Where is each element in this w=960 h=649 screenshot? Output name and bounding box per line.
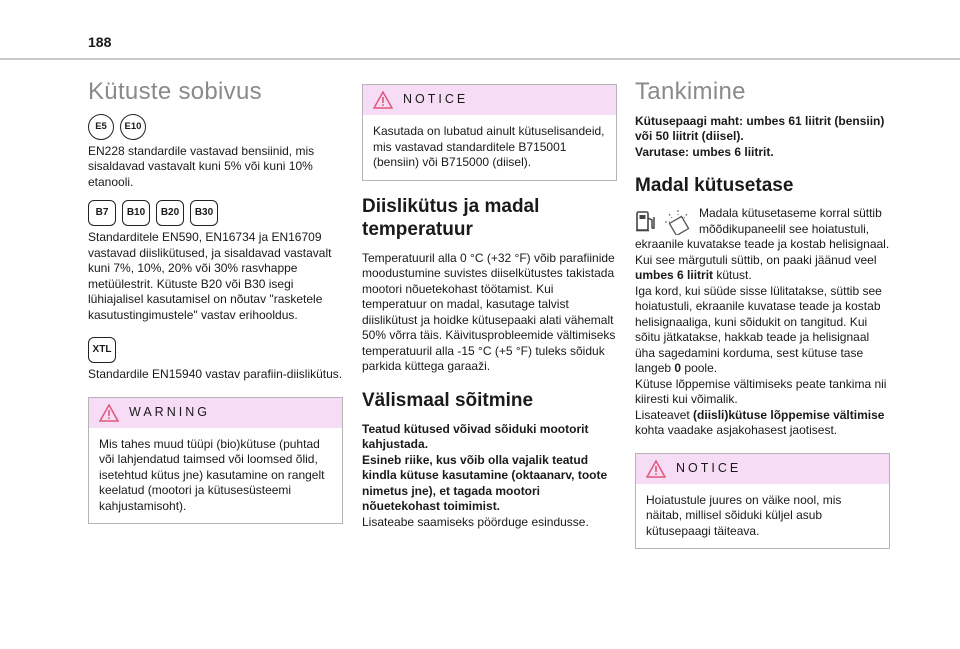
diesel-description: Standarditele EN590, EN16734 ja EN16709 vastavad diislikütused, ja sisaldavad vastavalt kuni 7%, 10%, 20% või 30% rasvhappe metüülestrit. Kütuste B20 või B30 isegi lühiajalisel kasutamisel on nõutav "rasketele kasutustingimustele" vastav erihooldus. (88, 230, 332, 322)
column-diesel (362, 84, 617, 530)
warning-header (89, 398, 342, 428)
abroad-bold-text-2: Esineb riike, kus võib olla vajalik teatud kindla kütuse kasutamine (oktaanarv, toote nimetus jne), et tagada mootori nõuetekohast toimimist. (362, 452, 608, 513)
notice-header (363, 85, 616, 115)
column-fuel-compatibility (88, 78, 343, 524)
page-number: 188 (88, 34, 112, 50)
warning-triangle-icon (99, 404, 119, 422)
petrol-description: EN228 standardile vastavad bensiinid, mis sisaldavad vastavalt kuni 5% või kuni 10% etanooli. (88, 143, 315, 189)
warning-label: WARNING (129, 404, 210, 419)
low-fuel-text-2: Iga kord, kui süüde sisse lülitatakse, süttib see hoiatustuli, ekraanile kuvatase teade ja kostab helisignaaliga, kuni sõidukit on tangitud. Kui sõitu jätkatakse, hakkab teade ja helisignaal üha sagedamini korduma, sest kütuse tase langeb 0 poole. (635, 283, 882, 375)
notice-text: Kasutada on lubatud ainult kütuselisandeid, mis vastavad standarditele B715001 (bensiin) või B715000 (diisel). (373, 124, 605, 169)
fuel-pump-icon (635, 209, 657, 233)
xtl-badge-icon: XTL (88, 337, 116, 363)
reserve-level: Varutase: umbes 6 liitrit. (635, 144, 774, 159)
notice-box-additives (362, 84, 617, 181)
heading-driving-abroad: Välismaal sõitmine (362, 389, 534, 411)
e10-badge-icon: E10 (120, 114, 146, 140)
low-fuel-row (635, 207, 890, 237)
e5-badge-icon: E5 (88, 114, 114, 140)
notice-triangle-icon (646, 460, 666, 478)
notice-text-2: Hoiatustule juures on väike nool, mis näitab, millisel sõiduki küljel asub kütusepaagi täiteava. (646, 492, 842, 538)
petrol-badges (88, 114, 343, 140)
heading-low-fuel: Madal kütusetase (635, 175, 794, 196)
low-fuel-icon-text: Madala kütusetaseme korral süttib mõõdikupaneelil see hoiatustuli, (699, 206, 882, 236)
fuel-warning-light-icon (663, 209, 693, 235)
xtl-description: Standardile EN15940 vastav parafiin-diislikütus. (88, 367, 343, 381)
notice-box-fuel-flap (635, 453, 890, 550)
warning-text: Mis tahes muud tüüpi (bio)kütuse (puhtad või lahjendatud taimsed või loomsed õlid, isetehtud kütus jne) kasutamine on rangelt keelatud (mootori ja kütusesüsteemi kahjustamisoht). (99, 436, 325, 513)
heading-diesel-low-temp: Diislikütus ja madal temperatuur (362, 195, 540, 240)
tank-capacity: Kütusepaagi maht: umbes 61 liitrit (bensiin) või 50 liitrit (diisel). (635, 113, 885, 143)
low-fuel-text-1: ekraanile kuvatakse teade ja kostab helisignaal. Kui see märgutuli süttib, on paaki jäänud veel umbes 6 liitrit kütust. (635, 237, 890, 282)
b10-badge-icon: B10 (122, 200, 150, 226)
notice-label-2: NOTICE (676, 460, 742, 475)
xtl-badges (88, 337, 343, 363)
b30-badge-icon: B30 (190, 200, 218, 226)
low-fuel-text-3: Kütuse lõppemise vältimiseks peate tankima nii kiiresti kui võimalik. (635, 376, 887, 406)
abroad-bold-text-1: Teatud kütused võivad sõiduki mootorit kahjustada. (362, 421, 589, 451)
warning-box (88, 397, 343, 525)
notice-label: NOTICE (403, 92, 469, 107)
abroad-text: Lisateabe saamiseks pöörduge esindusse. (362, 514, 589, 529)
section-title-refuelling: Tankimine (635, 78, 746, 105)
b20-badge-icon: B20 (156, 200, 184, 226)
low-fuel-text-4: Lisateavet (diisli)kütuse lõppemise vältimise kohta vaadake asjakohasest jaotisest. (635, 407, 885, 437)
diesel-low-temp-text: Temperatuuril alla 0 °C (+32 °F) võib parafiinide moodustumine suvistes diiselkütustes takistada mootori nõuetekohast töötamist. Kui temperatuur on madal, kasutage talvist diislikütust ja hoidke kütusepaaki alati vähemalt 50% võrra täis. Käivitusprobleemide vältimiseks temperatuuril alla -15 °C (+5 °F) tuleks sõiduk parkida küttega garaaži. (362, 250, 616, 373)
header-divider (0, 58, 960, 60)
b7-badge-icon: B7 (88, 200, 116, 226)
section-title-fuel-compatibility: Kütuste sobivus (88, 78, 262, 105)
diesel-badges (88, 200, 343, 226)
notice-header-2 (636, 454, 889, 484)
notice-triangle-icon (373, 91, 393, 109)
column-refuelling (635, 78, 890, 549)
